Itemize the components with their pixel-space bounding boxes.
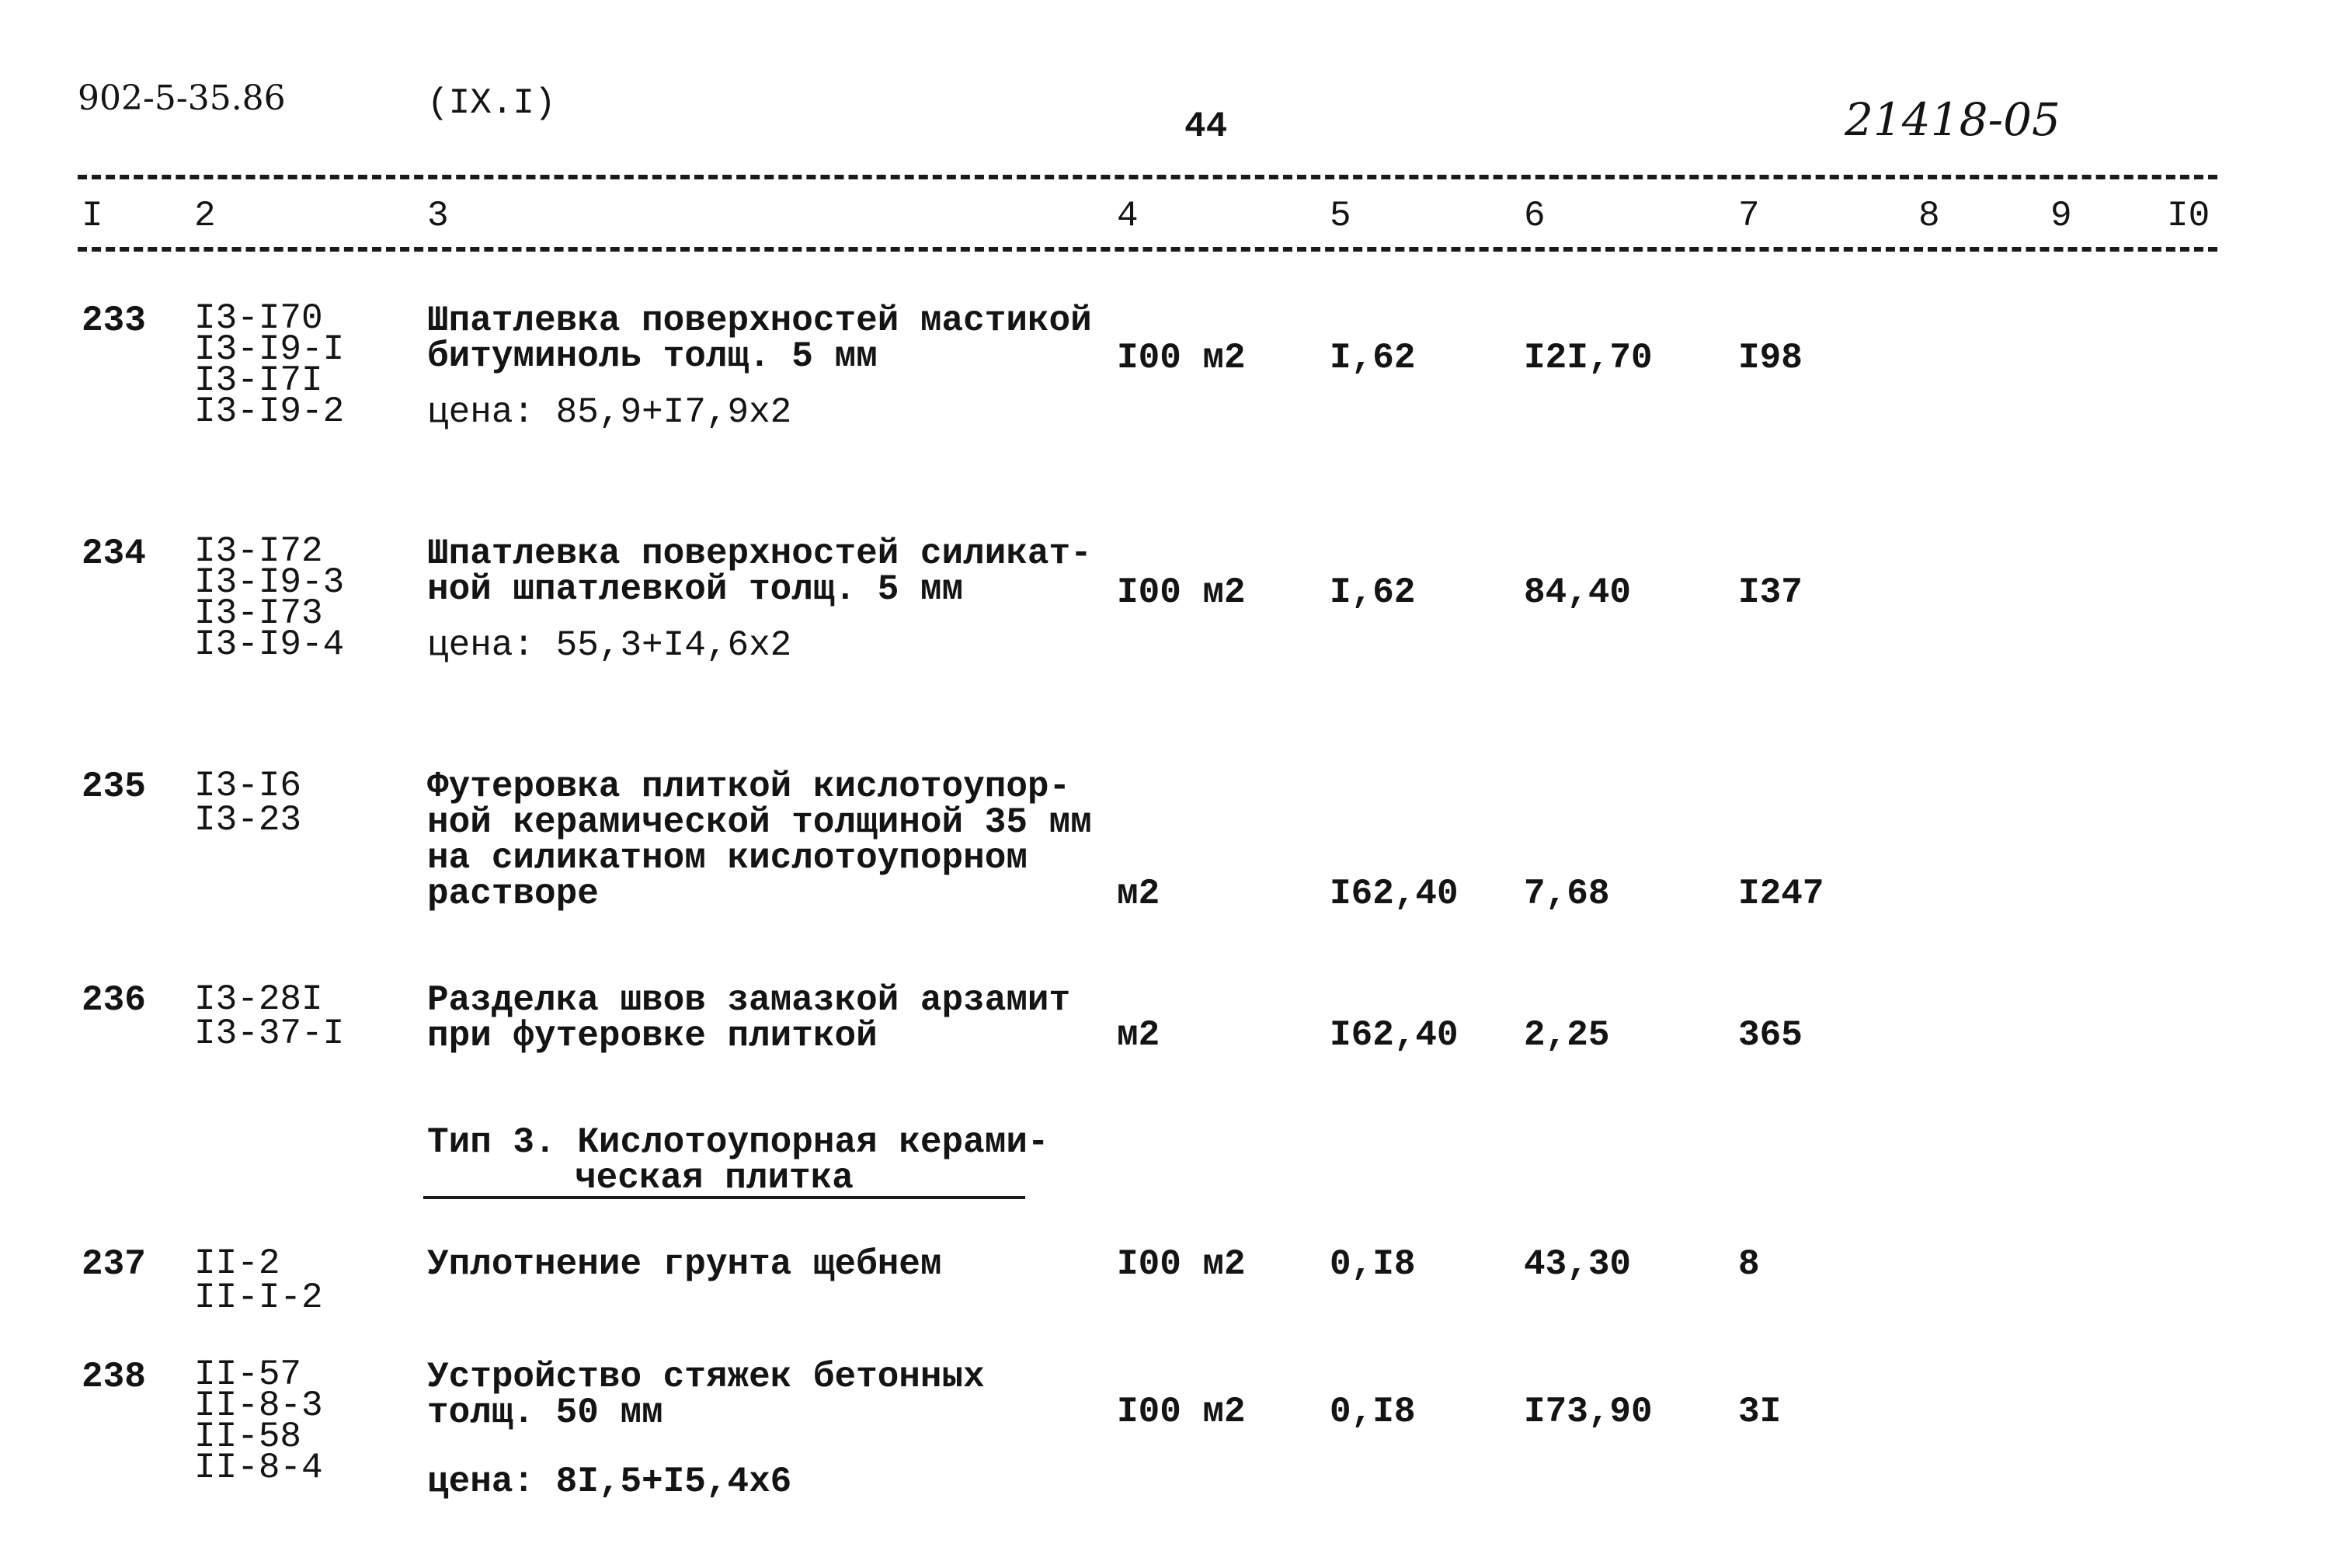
row-number: 233 (82, 301, 146, 341)
row-quantity: 0,I8 (1330, 1244, 1416, 1285)
row-number: 237 (82, 1244, 146, 1285)
column-header-8: 8 (1918, 196, 1940, 236)
row-total: I98 (1738, 338, 1803, 378)
row-codes: I3-I6 I3-23 (194, 766, 302, 840)
header-top-rule (78, 175, 2217, 179)
row-total: 365 (1738, 1015, 1803, 1055)
row-total: I37 (1738, 572, 1803, 613)
section-heading-underline (423, 1196, 1025, 1199)
column-header-1: I (82, 196, 103, 236)
row-unit: I00 м2 (1117, 1244, 1246, 1285)
row-description: Шпатлевка поверхностей мастикой битуминоль толщ. 5 мм (427, 301, 1092, 377)
column-header-9: 9 (2050, 196, 2072, 236)
column-header-3: 3 (427, 196, 449, 236)
row-description: Разделка швов замазкой арзамит при футеровке плиткой (427, 980, 1071, 1056)
row-number: 238 (82, 1357, 146, 1397)
row-unit-cost: 7,68 (1524, 874, 1610, 914)
row-unit: I00 м2 (1117, 1392, 1246, 1432)
row-price-note: цена: 55,3+I4,6x2 (427, 625, 792, 666)
page-number: 44 (1184, 106, 1228, 147)
row-codes: I3-I70 I3-I9-I I3-I7I I3-I9-2 (194, 298, 345, 432)
section-label: (IX.I) (427, 83, 556, 123)
row-codes: II-2 II-I-2 (194, 1243, 323, 1318)
row-description: Футеровка плиткой кислотоупор- ной керамической толщиной 35 мм на силикатном кислотоупорном растворе (427, 767, 1092, 914)
row-unit-cost: 84,40 (1524, 572, 1632, 613)
row-price-note: цена: 85,9+I7,9x2 (427, 392, 792, 433)
section-heading: Тип 3. Кислотоупорная керами- ческая плитка (427, 1122, 1049, 1198)
row-unit: м2 (1117, 874, 1160, 914)
row-codes: I3-I72 I3-I9-3 I3-I73 I3-I9-4 (194, 531, 345, 665)
row-price-note: цена: 8I,5+I5,4x6 (427, 1462, 792, 1502)
row-number: 235 (82, 767, 146, 807)
row-unit-cost: 43,30 (1524, 1244, 1632, 1285)
row-quantity: 0,I8 (1330, 1392, 1416, 1432)
column-header-2: 2 (194, 196, 216, 236)
column-header-7: 7 (1738, 196, 1760, 236)
row-total: 8 (1738, 1244, 1760, 1285)
column-header-10: I0 (2167, 196, 2210, 236)
row-number: 234 (82, 534, 146, 574)
row-description: Уплотнение грунта щебнем (427, 1244, 942, 1285)
doc-code: 902-5-35.86 (78, 78, 286, 118)
row-unit-cost: I2I,70 (1524, 338, 1653, 378)
row-description: Шпатлевка поверхностей силикат- ной шпатлевкой толщ. 5 мм (427, 534, 1092, 610)
row-codes: II-57 II-8-3 II-58 II-8-4 (194, 1354, 323, 1488)
row-unit: м2 (1117, 1015, 1160, 1055)
row-quantity: I62,40 (1330, 874, 1459, 914)
row-quantity: I,62 (1330, 338, 1416, 378)
column-header-6: 6 (1524, 196, 1546, 236)
archive-number: 21418-05 (1845, 93, 2060, 146)
column-header-4: 4 (1117, 196, 1139, 236)
row-codes: I3-28I I3-37-I (194, 979, 345, 1054)
row-unit: I00 м2 (1117, 572, 1246, 613)
row-unit-cost: 2,25 (1524, 1015, 1610, 1055)
row-quantity: I62,40 (1330, 1015, 1459, 1055)
row-unit: I00 м2 (1117, 338, 1246, 378)
header-bottom-rule (78, 247, 2217, 252)
row-description: Устройство стяжек бетонных толщ. 50 мм (427, 1357, 985, 1433)
row-unit-cost: I73,90 (1524, 1392, 1653, 1432)
row-total: 3I (1738, 1392, 1782, 1432)
row-quantity: I,62 (1330, 572, 1416, 613)
row-number: 236 (82, 980, 146, 1020)
column-header-5: 5 (1330, 196, 1351, 236)
row-total: I247 (1738, 874, 1824, 914)
